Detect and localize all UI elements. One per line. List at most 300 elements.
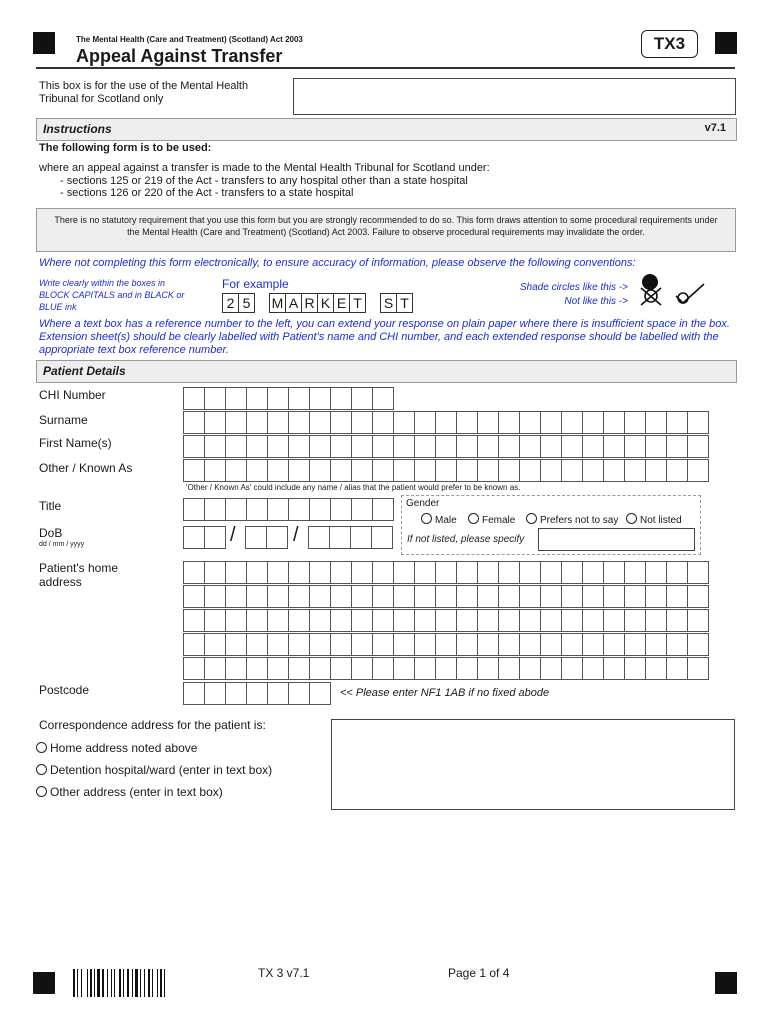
char-box[interactable] xyxy=(393,609,415,632)
char-box[interactable] xyxy=(603,633,625,656)
char-box[interactable] xyxy=(288,657,310,680)
char-box[interactable] xyxy=(561,561,583,584)
char-box[interactable] xyxy=(477,633,499,656)
char-box[interactable] xyxy=(414,609,436,632)
char-box[interactable] xyxy=(288,585,310,608)
char-box[interactable] xyxy=(246,561,268,584)
char-box[interactable] xyxy=(288,387,310,410)
correspondence-option-other[interactable]: Other address (enter in text box) xyxy=(36,785,223,799)
char-box[interactable] xyxy=(372,561,394,584)
char-box[interactable] xyxy=(330,609,352,632)
char-box[interactable] xyxy=(477,609,499,632)
char-box[interactable] xyxy=(183,435,205,458)
char-box[interactable] xyxy=(435,633,457,656)
char-box[interactable] xyxy=(540,609,562,632)
char-box[interactable] xyxy=(225,585,247,608)
char-box[interactable] xyxy=(477,561,499,584)
char-box[interactable] xyxy=(183,411,205,434)
char-box[interactable] xyxy=(393,435,415,458)
char-box[interactable] xyxy=(519,561,541,584)
char-box[interactable] xyxy=(435,411,457,434)
char-box[interactable] xyxy=(225,657,247,680)
extension-note: Where a text box has a reference number to the left, you can extend your response on plain paper where there is insufficient space in the box. Extension sheet(s) should be clearly labelled with Patient's name and CHI number, and each extended response should be labelled with the appropriate text box reference number. xyxy=(39,318,730,356)
char-box[interactable] xyxy=(309,459,331,482)
barcode-bar xyxy=(107,969,108,997)
char-box[interactable] xyxy=(267,387,289,410)
registration-mark xyxy=(33,972,55,994)
char-box[interactable] xyxy=(204,459,226,482)
char-box[interactable] xyxy=(666,633,688,656)
char-box[interactable] xyxy=(624,561,646,584)
char-box[interactable] xyxy=(204,585,226,608)
char-box[interactable] xyxy=(519,435,541,458)
char-box[interactable] xyxy=(330,561,352,584)
char-box[interactable] xyxy=(309,561,331,584)
char-box[interactable] xyxy=(351,657,373,680)
char-box[interactable] xyxy=(267,561,289,584)
char-box[interactable] xyxy=(288,435,310,458)
char-box[interactable] xyxy=(225,633,247,656)
char-box[interactable] xyxy=(204,387,226,410)
char-box[interactable] xyxy=(456,609,478,632)
other-names-label: Other / Known As xyxy=(39,461,133,475)
char-box[interactable] xyxy=(561,609,583,632)
char-box[interactable] xyxy=(351,498,373,521)
char-box[interactable] xyxy=(540,633,562,656)
char-box[interactable] xyxy=(498,459,520,482)
char-box[interactable] xyxy=(351,633,373,656)
instructions-bullet: - sections 125 or 219 of the Act - transfers to any hospital other than a state hospital xyxy=(60,175,468,187)
char-box[interactable] xyxy=(309,657,331,680)
char-box[interactable] xyxy=(246,682,268,705)
chi-label: CHI Number xyxy=(39,388,106,402)
title-field[interactable] xyxy=(183,498,393,521)
char-box[interactable] xyxy=(267,609,289,632)
char-box[interactable] xyxy=(372,609,394,632)
char-box[interactable] xyxy=(603,609,625,632)
char-box[interactable] xyxy=(309,633,331,656)
char-box[interactable] xyxy=(288,411,310,434)
shading-example-icons xyxy=(636,272,708,308)
char-box[interactable] xyxy=(330,657,352,680)
char-box[interactable] xyxy=(351,459,373,482)
char-box[interactable] xyxy=(603,459,625,482)
char-box[interactable] xyxy=(246,435,268,458)
char-box[interactable] xyxy=(330,387,352,410)
char-box[interactable] xyxy=(624,459,646,482)
radio-icon[interactable] xyxy=(36,764,47,775)
char-box[interactable] xyxy=(687,459,709,482)
dob-month-field[interactable] xyxy=(245,526,287,549)
char-box[interactable] xyxy=(414,633,436,656)
char-box[interactable] xyxy=(519,459,541,482)
notice-box xyxy=(36,208,736,252)
char-box[interactable] xyxy=(267,459,289,482)
char-box[interactable] xyxy=(267,657,289,680)
char-box[interactable] xyxy=(183,609,205,632)
char-box[interactable] xyxy=(687,609,709,632)
dob-separator: / xyxy=(230,524,236,546)
char-box[interactable] xyxy=(519,411,541,434)
char-box[interactable] xyxy=(624,657,646,680)
char-box[interactable] xyxy=(309,682,331,705)
char-box[interactable] xyxy=(498,633,520,656)
char-box[interactable] xyxy=(477,411,499,434)
char-box[interactable] xyxy=(183,498,205,521)
char-box[interactable] xyxy=(414,411,436,434)
char-box[interactable] xyxy=(246,498,268,521)
char-box[interactable] xyxy=(603,657,625,680)
char-box[interactable] xyxy=(225,459,247,482)
address-line-5[interactable] xyxy=(183,657,708,680)
surname-field[interactable] xyxy=(183,411,708,434)
char-box[interactable] xyxy=(309,498,331,521)
char-box[interactable] xyxy=(351,609,373,632)
char-box[interactable] xyxy=(204,498,226,521)
barcode-bar xyxy=(90,969,92,997)
char-box[interactable] xyxy=(582,561,604,584)
char-box[interactable] xyxy=(330,633,352,656)
char-box[interactable] xyxy=(645,561,667,584)
char-box[interactable] xyxy=(372,633,394,656)
notice-text: There is no statutory requirement that you use this form but you are strongly recommended to do so. This form draws attention to some procedural requirements under the Mental Health (Care and Treatment) (Scotland) Act 2003. Failure to observe procedural requirements may invalidate the order. xyxy=(54,215,718,237)
correspondence-option-home[interactable]: Home address noted above xyxy=(36,741,197,755)
char-box[interactable] xyxy=(456,585,478,608)
barcode-bar xyxy=(87,969,88,997)
char-box[interactable] xyxy=(666,585,688,608)
char-box[interactable] xyxy=(456,633,478,656)
char-box[interactable] xyxy=(561,657,583,680)
example-label: For example xyxy=(222,277,289,291)
char-box[interactable] xyxy=(288,561,310,584)
char-box[interactable] xyxy=(309,609,331,632)
radio-icon[interactable] xyxy=(626,513,637,524)
gender-option-male[interactable]: Male xyxy=(421,513,457,526)
char-box[interactable] xyxy=(246,609,268,632)
first-names-field[interactable] xyxy=(183,435,708,458)
char-box[interactable] xyxy=(267,498,289,521)
char-box[interactable] xyxy=(372,657,394,680)
crossed-circle-icon xyxy=(641,288,661,305)
char-box[interactable] xyxy=(603,561,625,584)
char-box[interactable] xyxy=(645,459,667,482)
char-box[interactable] xyxy=(288,498,310,521)
gender-option-prefers-not-to-say[interactable]: Prefers not to say xyxy=(526,513,618,526)
char-box[interactable] xyxy=(372,435,394,458)
registration-mark xyxy=(715,32,737,54)
char-box[interactable] xyxy=(666,459,688,482)
char-box[interactable] xyxy=(372,387,394,410)
barcode-bar xyxy=(123,969,124,997)
char-box[interactable] xyxy=(372,459,394,482)
char-box[interactable] xyxy=(477,657,499,680)
char-box[interactable] xyxy=(582,633,604,656)
char-box[interactable] xyxy=(414,435,436,458)
char-box[interactable] xyxy=(351,561,373,584)
char-box[interactable] xyxy=(393,633,415,656)
char-box[interactable] xyxy=(456,411,478,434)
char-box[interactable] xyxy=(246,633,268,656)
char-box[interactable] xyxy=(477,459,499,482)
char-box[interactable] xyxy=(183,459,205,482)
postcode-field[interactable] xyxy=(183,682,330,705)
char-box[interactable] xyxy=(330,435,352,458)
char-box[interactable] xyxy=(183,561,205,584)
char-box[interactable] xyxy=(645,657,667,680)
char-box[interactable] xyxy=(540,459,562,482)
header-rule xyxy=(36,67,735,69)
char-box[interactable] xyxy=(225,498,247,521)
char-box[interactable] xyxy=(645,435,667,458)
char-box[interactable] xyxy=(330,459,352,482)
char-box[interactable] xyxy=(498,411,520,434)
char-box[interactable] xyxy=(309,411,331,434)
char-box[interactable] xyxy=(435,435,457,458)
gender-option-not-listed[interactable]: Not listed xyxy=(626,513,682,526)
char-box[interactable] xyxy=(288,459,310,482)
barcode xyxy=(73,969,193,997)
char-box[interactable] xyxy=(183,657,205,680)
char-box[interactable] xyxy=(329,526,351,549)
char-box[interactable] xyxy=(267,411,289,434)
address-line-1[interactable] xyxy=(183,561,708,584)
gender-option-female[interactable]: Female xyxy=(468,513,515,526)
char-box[interactable] xyxy=(666,657,688,680)
char-box[interactable] xyxy=(540,657,562,680)
char-box[interactable] xyxy=(183,526,205,549)
instructions-heading: Instructions xyxy=(43,122,112,136)
char-box[interactable] xyxy=(435,585,457,608)
char-box[interactable] xyxy=(624,585,646,608)
char-box[interactable] xyxy=(309,585,331,608)
registration-mark xyxy=(33,32,55,54)
char-box[interactable] xyxy=(603,411,625,434)
char-box[interactable] xyxy=(330,411,352,434)
correspondence-option-hospital[interactable]: Detention hospital/ward (enter in text box) xyxy=(36,763,272,777)
char-box[interactable] xyxy=(687,585,709,608)
char-box[interactable] xyxy=(519,633,541,656)
char-box[interactable] xyxy=(666,561,688,584)
char-box[interactable] xyxy=(393,657,415,680)
char-box[interactable] xyxy=(477,435,499,458)
char-box[interactable] xyxy=(245,526,267,549)
char-box[interactable] xyxy=(372,411,394,434)
char-box[interactable] xyxy=(204,561,226,584)
other-names-field[interactable] xyxy=(183,459,708,482)
char-box[interactable] xyxy=(582,459,604,482)
char-box[interactable] xyxy=(371,526,393,549)
not-like-label: Not like this -> xyxy=(564,296,628,307)
char-box[interactable] xyxy=(372,498,394,521)
char-box[interactable] xyxy=(330,585,352,608)
char-box[interactable] xyxy=(266,526,288,549)
char-box[interactable] xyxy=(624,633,646,656)
char-box[interactable] xyxy=(393,585,415,608)
example-char-box: T xyxy=(349,293,366,313)
radio-icon[interactable] xyxy=(526,513,537,524)
char-box[interactable] xyxy=(350,526,372,549)
conventions-intro: Where not completing this form electronically, to ensure accuracy of information, please observe the following conventions: xyxy=(39,257,636,269)
barcode-bar xyxy=(140,969,141,997)
char-box[interactable] xyxy=(498,435,520,458)
char-box[interactable] xyxy=(351,435,373,458)
barcode-bar xyxy=(132,969,133,997)
char-box[interactable] xyxy=(351,387,373,410)
char-box[interactable] xyxy=(309,435,331,458)
char-box[interactable] xyxy=(456,435,478,458)
char-box[interactable] xyxy=(645,609,667,632)
char-box[interactable] xyxy=(414,657,436,680)
radio-icon[interactable] xyxy=(36,742,47,753)
char-box[interactable] xyxy=(687,435,709,458)
char-box[interactable] xyxy=(582,435,604,458)
char-box[interactable] xyxy=(225,682,247,705)
char-box[interactable] xyxy=(225,609,247,632)
correspondence-address-field[interactable] xyxy=(331,719,735,810)
char-box[interactable] xyxy=(246,657,268,680)
tribunal-use-box xyxy=(293,78,736,115)
char-box[interactable] xyxy=(540,435,562,458)
dob-day-field[interactable] xyxy=(183,526,225,549)
char-box[interactable] xyxy=(435,609,457,632)
char-box[interactable] xyxy=(393,411,415,434)
char-box[interactable] xyxy=(309,387,331,410)
char-box[interactable] xyxy=(666,609,688,632)
char-box[interactable] xyxy=(330,498,352,521)
char-box[interactable] xyxy=(267,633,289,656)
char-box[interactable] xyxy=(246,411,268,434)
char-box[interactable] xyxy=(519,609,541,632)
dob-year-field[interactable] xyxy=(308,526,392,549)
char-box[interactable] xyxy=(561,633,583,656)
char-box[interactable] xyxy=(666,435,688,458)
char-box[interactable] xyxy=(204,657,226,680)
char-box[interactable] xyxy=(267,682,289,705)
char-box[interactable] xyxy=(477,585,499,608)
char-box[interactable] xyxy=(687,657,709,680)
char-box[interactable] xyxy=(540,411,562,434)
char-box[interactable] xyxy=(540,585,562,608)
char-box[interactable] xyxy=(624,411,646,434)
radio-icon[interactable] xyxy=(468,513,479,524)
char-box[interactable] xyxy=(246,459,268,482)
gender-not-listed-field[interactable] xyxy=(538,528,695,551)
barcode-bar xyxy=(119,969,121,997)
char-box[interactable] xyxy=(561,585,583,608)
char-box[interactable] xyxy=(603,435,625,458)
char-box[interactable] xyxy=(288,682,310,705)
char-box[interactable] xyxy=(645,585,667,608)
char-box[interactable] xyxy=(624,435,646,458)
char-box[interactable] xyxy=(687,633,709,656)
char-box[interactable] xyxy=(204,682,226,705)
char-box[interactable] xyxy=(666,411,688,434)
instructions-intro: where an appeal against a transfer is made to the Mental Health Tribunal for Scotland under: xyxy=(39,162,490,174)
char-box[interactable] xyxy=(435,459,457,482)
char-box[interactable] xyxy=(204,435,226,458)
char-box[interactable] xyxy=(561,435,583,458)
char-box[interactable] xyxy=(225,387,247,410)
barcode-bar xyxy=(81,969,82,997)
char-box[interactable] xyxy=(414,585,436,608)
char-box[interactable] xyxy=(582,609,604,632)
char-box[interactable] xyxy=(308,526,330,549)
char-box[interactable] xyxy=(498,585,520,608)
address-line-4[interactable] xyxy=(183,633,708,656)
chi-number-field[interactable] xyxy=(183,387,393,410)
char-box[interactable] xyxy=(540,561,562,584)
radio-icon[interactable] xyxy=(36,786,47,797)
char-box[interactable] xyxy=(267,435,289,458)
char-box[interactable] xyxy=(246,387,268,410)
char-box[interactable] xyxy=(393,561,415,584)
char-box[interactable] xyxy=(456,561,478,584)
example-boxes xyxy=(222,293,412,313)
char-box[interactable] xyxy=(582,657,604,680)
char-box[interactable] xyxy=(414,459,436,482)
char-box[interactable] xyxy=(561,411,583,434)
char-box[interactable] xyxy=(183,682,205,705)
char-box[interactable] xyxy=(456,459,478,482)
char-box[interactable] xyxy=(582,411,604,434)
char-box[interactable] xyxy=(183,633,205,656)
char-box[interactable] xyxy=(288,609,310,632)
char-box[interactable] xyxy=(372,585,394,608)
char-box[interactable] xyxy=(414,561,436,584)
char-box[interactable] xyxy=(435,657,457,680)
char-box[interactable] xyxy=(519,657,541,680)
surname-label: Surname xyxy=(39,413,88,427)
char-box[interactable] xyxy=(225,561,247,584)
char-box[interactable] xyxy=(435,561,457,584)
char-box[interactable] xyxy=(624,609,646,632)
char-box[interactable] xyxy=(498,609,520,632)
char-box[interactable] xyxy=(204,526,226,549)
char-box[interactable] xyxy=(351,411,373,434)
char-box[interactable] xyxy=(582,585,604,608)
address-line-3[interactable] xyxy=(183,609,708,632)
postcode-hint: << Please enter NF1 1AB if no fixed abode xyxy=(340,687,550,699)
char-box[interactable] xyxy=(645,633,667,656)
char-box[interactable] xyxy=(687,561,709,584)
char-box[interactable] xyxy=(288,633,310,656)
char-box[interactable] xyxy=(204,609,226,632)
char-box[interactable] xyxy=(267,585,289,608)
patient-details-heading: Patient Details xyxy=(43,364,126,378)
address-line-2[interactable] xyxy=(183,585,708,608)
char-box[interactable] xyxy=(519,585,541,608)
char-box[interactable] xyxy=(204,633,226,656)
form-code-badge: TX3 xyxy=(641,30,698,58)
char-box[interactable] xyxy=(456,657,478,680)
char-box[interactable] xyxy=(498,561,520,584)
char-box[interactable] xyxy=(561,459,583,482)
char-box[interactable] xyxy=(225,411,247,434)
char-box[interactable] xyxy=(645,411,667,434)
char-box[interactable] xyxy=(183,387,205,410)
char-box[interactable] xyxy=(225,435,247,458)
barcode-bar xyxy=(144,969,145,997)
char-box[interactable] xyxy=(246,585,268,608)
char-box[interactable] xyxy=(687,411,709,434)
char-box[interactable] xyxy=(351,585,373,608)
char-box[interactable] xyxy=(393,459,415,482)
char-box[interactable] xyxy=(498,657,520,680)
radio-icon[interactable] xyxy=(421,513,432,524)
char-box[interactable] xyxy=(183,585,205,608)
char-box[interactable] xyxy=(603,585,625,608)
char-box[interactable] xyxy=(204,411,226,434)
